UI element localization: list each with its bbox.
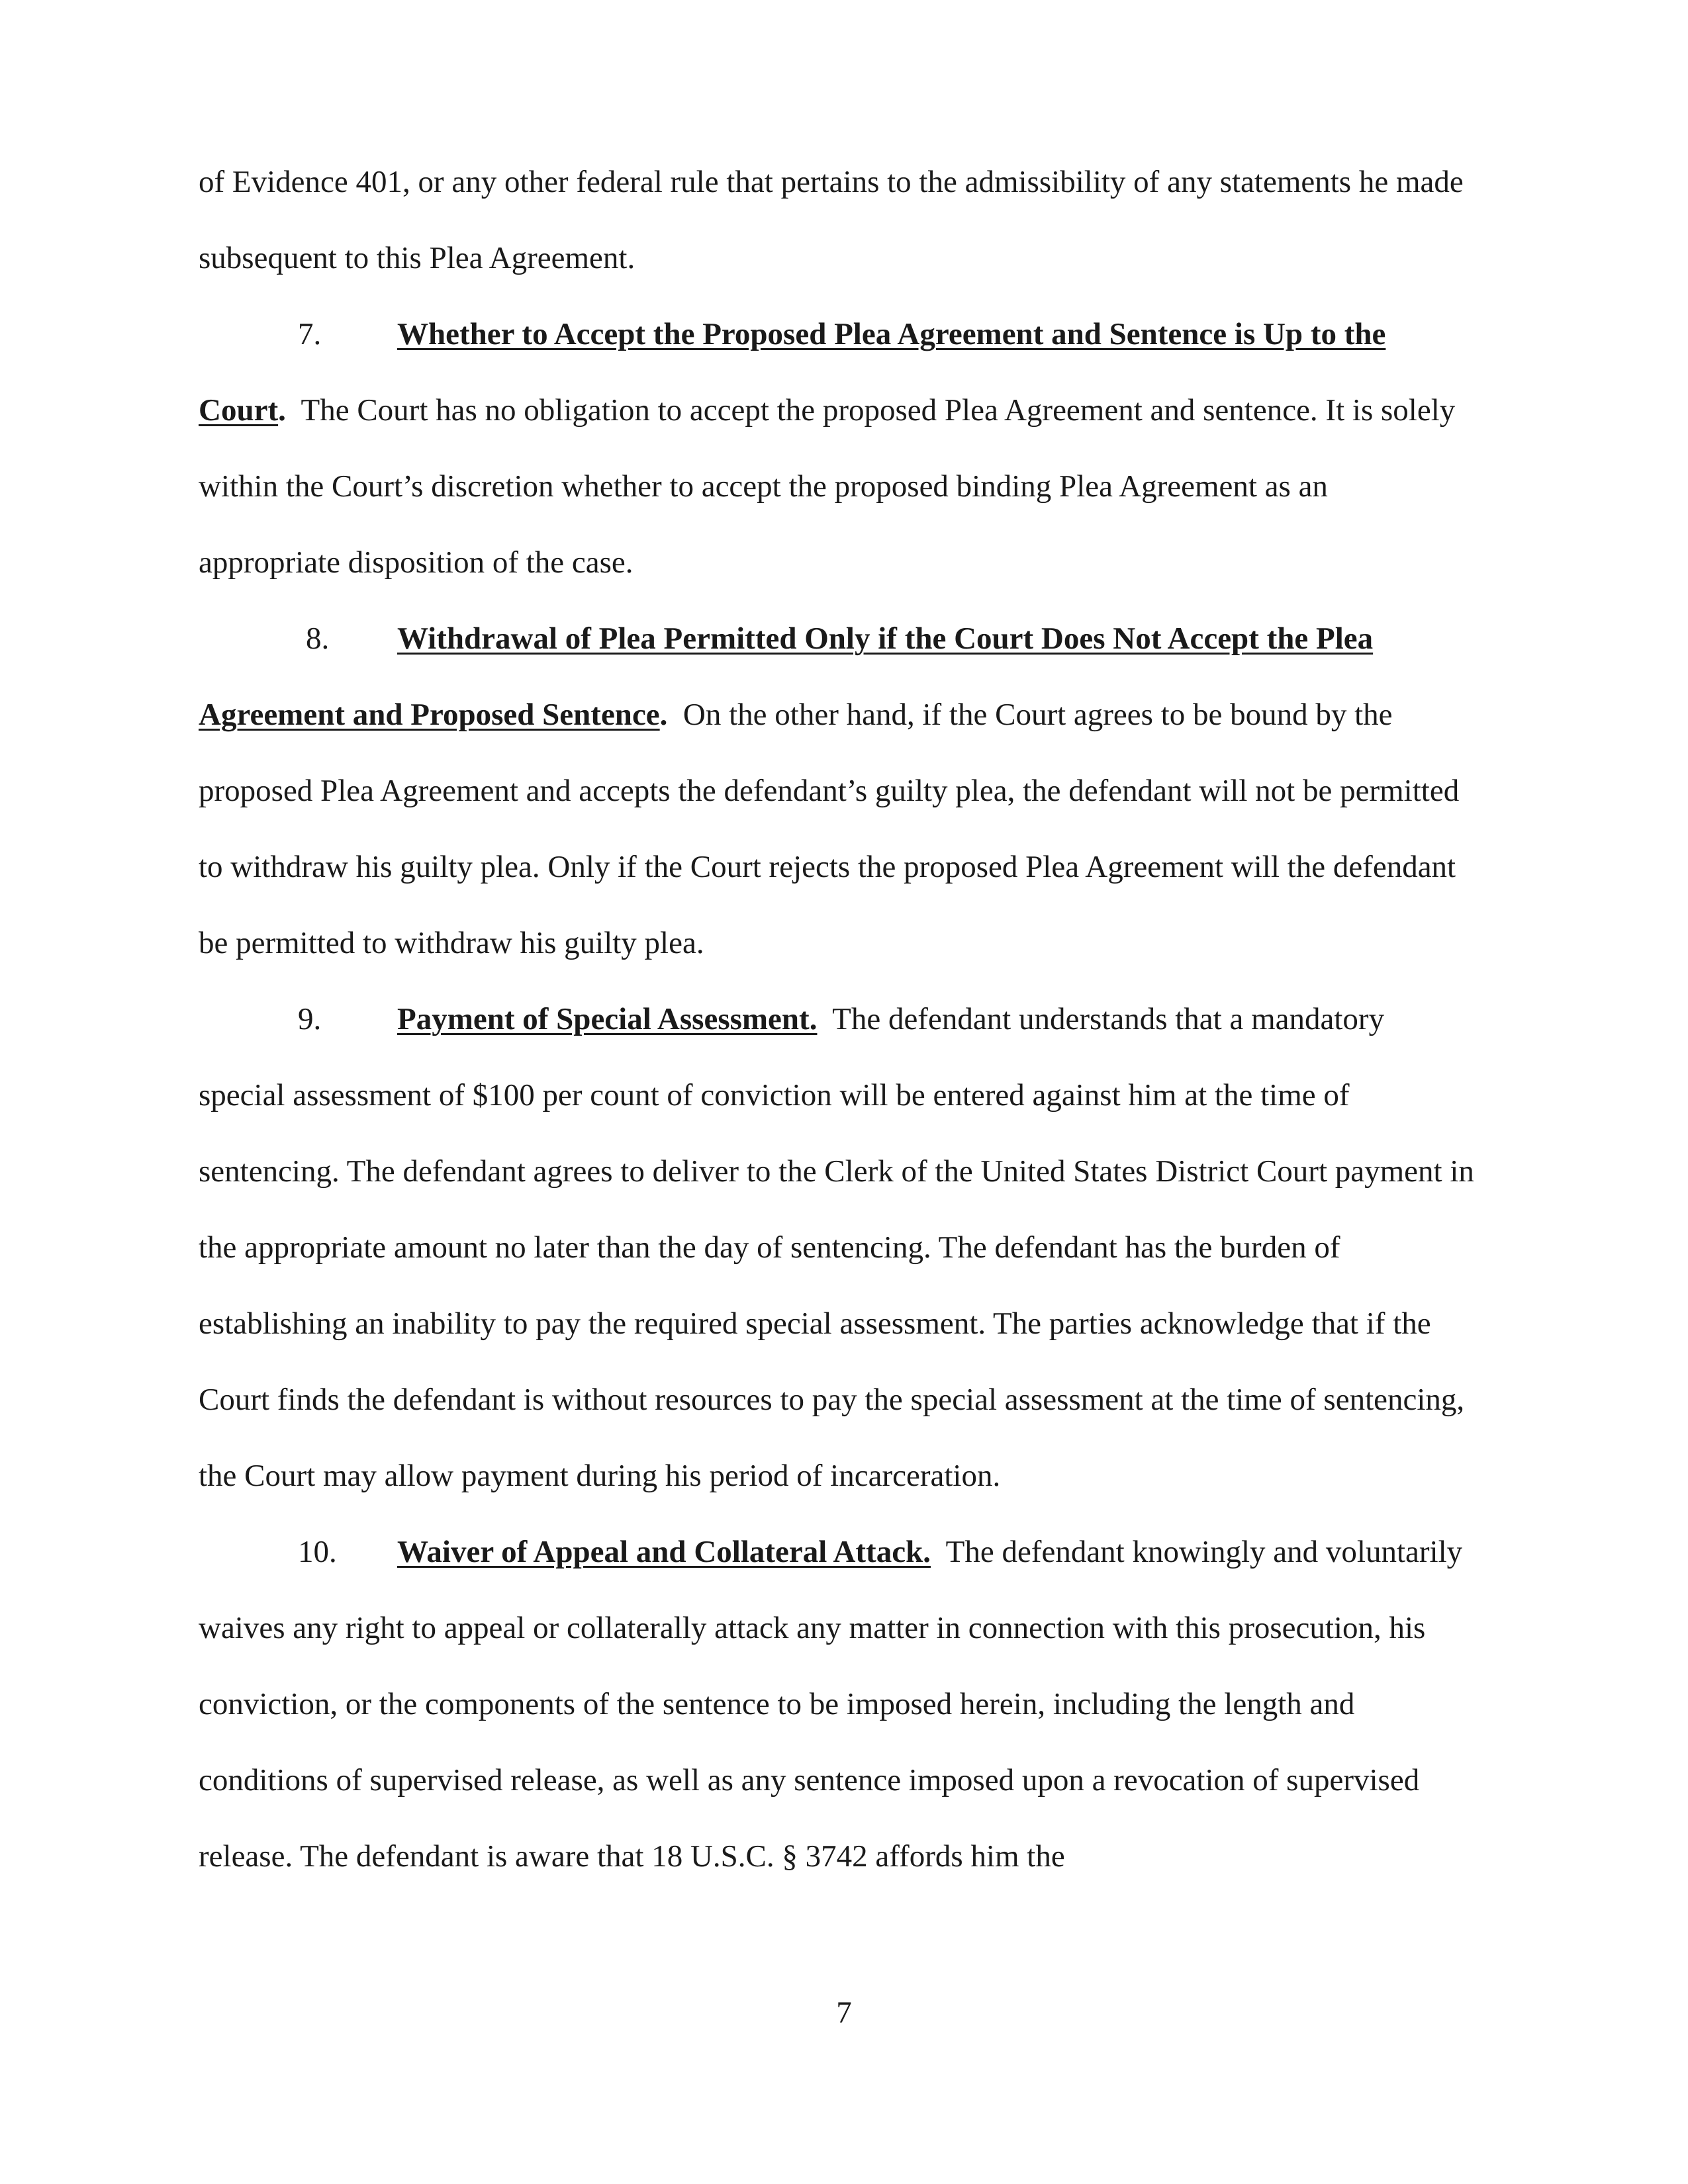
paragraph-9 [199, 981, 1476, 1514]
paragraph-body: The Court has no obligation to accept the proposed Plea Agreement and sentence. It is solely within the Court’s discretion whether to accept the proposed binding Plea Agreement as an appropriate disposition of the case. [199, 393, 1456, 580]
paragraph-10 [199, 1514, 1476, 1895]
heading-punctuation: . [278, 393, 286, 428]
paragraph-heading: Payment of Special Assessment. [397, 1002, 818, 1036]
paragraph-number: 8. [306, 621, 330, 656]
continuation-paragraph: of Evidence 401, or any other federal rule that pertains to the admissibility of any statements he made subsequent to this Plea Agreement. [199, 165, 1464, 275]
paragraph-body: On the other hand, if the Court agrees to be bound by the proposed Plea Agreement and accepts the defendant’s guilty plea, the defendant will not be permitted to withdraw his guilty plea. Only if the Court rejects the proposed Plea Agreement will the defendant be permitted to withdraw his guilty plea. [199, 698, 1460, 960]
paragraph-heading: Whether to Accept the Proposed Plea Agreement and Sentence is Up to the Court [199, 317, 1386, 428]
paragraph-7 [199, 296, 1476, 601]
paragraph-number: 9. [298, 1002, 322, 1036]
paragraph-8 [199, 601, 1476, 981]
paragraph-body: The defendant knowingly and voluntarily waives any right to appeal or collaterally attack any matter in connection with this prosecution, his conviction, or the components of the sentence to be imposed herein, including the length and conditions of supervised release, as well as any sentence imposed upon a revocation of supervised release. The defendant is aware that 18 U.S.C. § 3742 affords him the [199, 1535, 1463, 1874]
paragraph-number: 7. [298, 317, 322, 351]
document-body [199, 144, 1476, 1895]
paragraph-number: 10. [298, 1535, 337, 1569]
paragraph-body: The defendant understands that a mandatory special assessment of $100 per count of conviction will be entered against him at the time of sentencing. The defendant agrees to deliver to the Clerk of the United States District Court payment in the appropriate amount no later than the day of sentencing. The defendant has the burden of establishing an inability to pay the required special assessment. The parties acknowledge that if the Court finds the defendant is without resources to pay the special assessment at the time of sentencing, the Court may allow payment during his period of incarceration. [199, 1002, 1474, 1493]
paragraph-heading: Waiver of Appeal and Collateral Attack. [397, 1535, 931, 1569]
heading-punctuation: . [659, 698, 668, 732]
paragraph-heading: Withdrawal of Plea Permitted Only if the Court Does Not Accept the Plea Agreement and Proposed Sentence [199, 621, 1374, 732]
page-number: 7 [836, 1995, 852, 2030]
